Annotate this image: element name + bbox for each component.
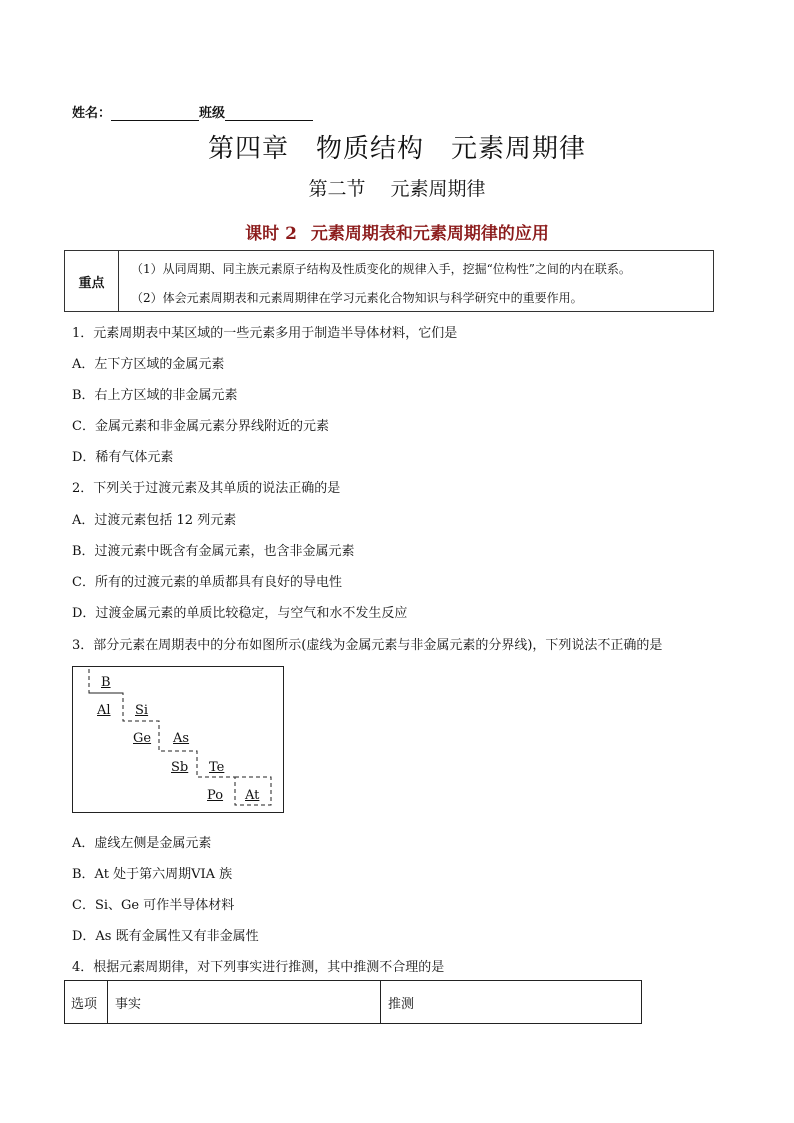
element-sb: Sb (171, 760, 189, 775)
option-c[interactable]: C．Si、Ge 可作半导体材料 (72, 898, 235, 913)
question-stem: 3．部分元素在周期表中的分布如图所示(虚线为金属元素与非金属元素的分界线)，下列说法不正确的是 (72, 638, 663, 653)
element-as: As (173, 731, 190, 746)
focus-label: 重点 (65, 251, 119, 311)
option-a[interactable]: A．虚线左侧是金属元素 (72, 836, 212, 851)
option-c[interactable]: C．金属元素和非金属元素分界线附近的元素 (72, 419, 329, 434)
option-d[interactable]: D．过渡金属元素的单质比较稳定，与空气和水不发生反应 (72, 606, 408, 621)
option-d[interactable]: D．稀有气体元素 (72, 450, 174, 465)
element-te: Te (209, 760, 225, 775)
element-al: Al (97, 703, 111, 718)
element-at: At (245, 788, 260, 803)
section-title: 第二节 元素周期律 (308, 178, 486, 200)
periodic-table-diagram (72, 666, 284, 813)
element-si: Si (135, 703, 149, 718)
table-divider (380, 981, 381, 1023)
option-a[interactable]: A．左下方区域的金属元素 (72, 357, 225, 372)
table-header-option: 选项 (71, 996, 98, 1012)
focus-box (64, 250, 714, 312)
element-ge: Ge (133, 731, 152, 746)
option-c[interactable]: C．所有的过渡元素的单质都具有良好的导电性 (72, 575, 342, 590)
option-b[interactable]: B．At 处于第六周期VIA 族 (72, 867, 233, 882)
class-label: 班级 (199, 106, 226, 121)
chapter-title: 第四章 物质结构 元素周期律 (207, 134, 586, 164)
lesson-title (0, 219, 794, 244)
name-class-line (72, 102, 313, 121)
name-blank[interactable] (111, 106, 199, 121)
option-b[interactable]: B．过渡元素中既含有金属元素，也含非金属元素 (72, 544, 355, 559)
question-stem: 1．元素周期表中某区域的一些元素多用于制造半导体材料，它们是 (72, 326, 458, 341)
focus-item: （2）体会元素周期表和元素周期律在学习元素化合物知识与科学研究中的重要作用。 (131, 291, 583, 305)
question-table (64, 980, 642, 1024)
lesson-name: 元素周期表和元素周期律的应用 (310, 224, 549, 244)
class-blank[interactable] (225, 106, 313, 121)
table-header-fact: 事实 (115, 996, 142, 1012)
option-a[interactable]: A．过渡元素包括 12 列元素 (72, 513, 237, 528)
lesson-number: 课时 2 (245, 224, 297, 244)
option-d[interactable]: D．As 既有金属性又有非金属性 (72, 929, 259, 944)
option-b[interactable]: B．右上方区域的非金属元素 (72, 388, 238, 403)
table-header-inference: 推测 (388, 996, 415, 1012)
question-stem: 4．根据元素周期律，对下列事实进行推测，其中推测不合理的是 (72, 960, 445, 975)
element-b: B (101, 675, 111, 690)
question-stem: 2．下列关于过渡元素及其单质的说法正确的是 (72, 481, 341, 496)
table-divider (107, 981, 108, 1023)
element-po: Po (207, 788, 224, 803)
name-label: 姓名： (72, 106, 112, 121)
focus-item: （1）从同周期、同主族元素原子结构及性质变化的规律入手，挖掘“位构性”之间的内在联系。 (131, 262, 631, 276)
